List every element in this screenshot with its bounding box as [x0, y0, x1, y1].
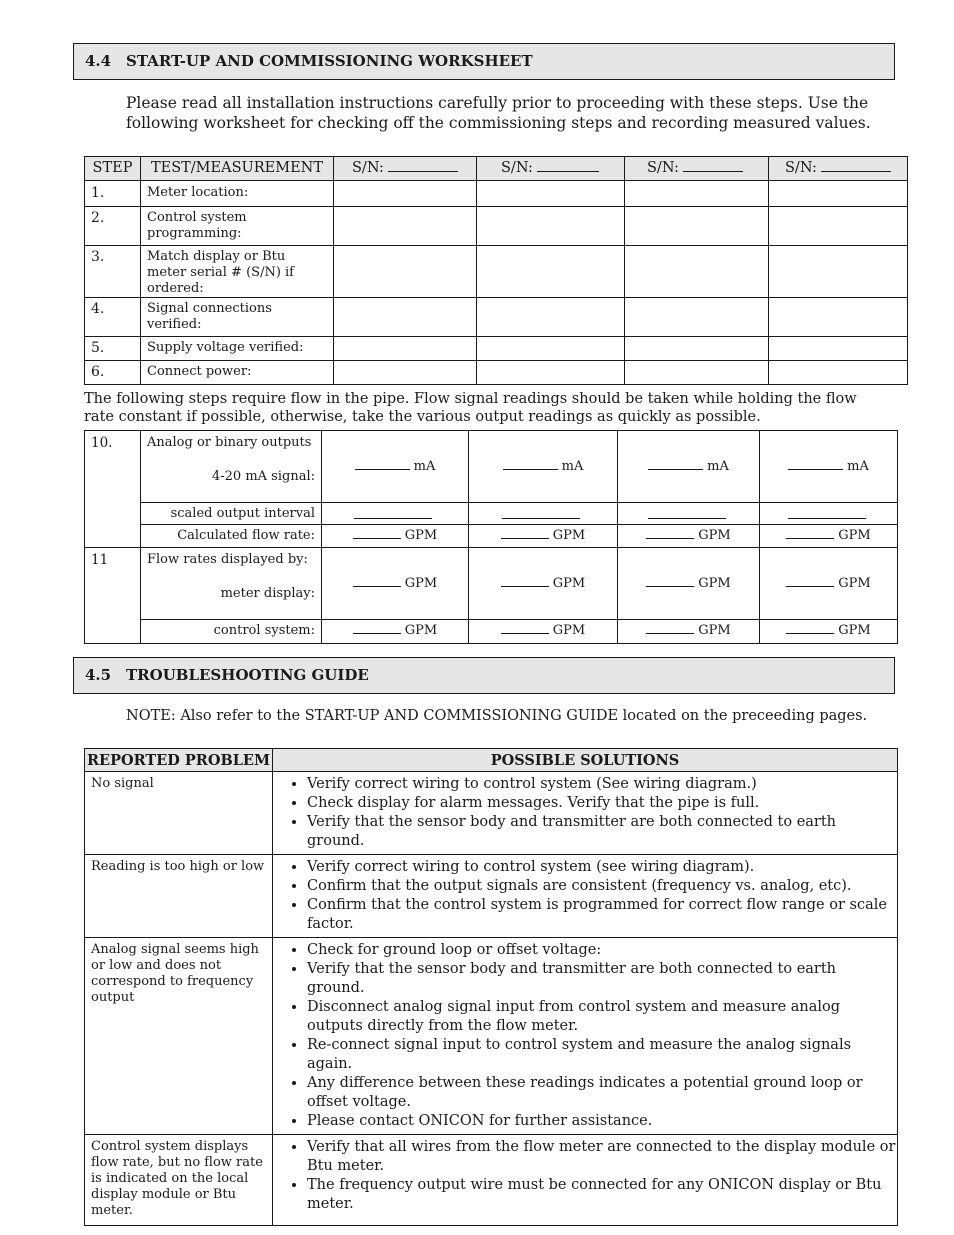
unit-label: GPM: [698, 528, 731, 543]
gpm-blank: [501, 537, 549, 539]
step-number: 2.: [85, 207, 141, 246]
gpm-blank: [786, 537, 834, 539]
sn-blank: [537, 170, 599, 172]
entry-cell[interactable]: [625, 337, 769, 361]
worksheet-row: [85, 361, 908, 385]
step-number: 10.: [85, 431, 141, 548]
section-title: TROUBLESHOOTING GUIDE: [126, 666, 369, 684]
scaled-blank: [502, 517, 580, 519]
solution-item: • Verify that the sensor body and transmitter are both connected to earth ground.: [307, 813, 897, 851]
solutions-list: [273, 775, 897, 851]
unit-label: GPM: [838, 528, 871, 543]
entry-cell[interactable]: [769, 181, 908, 207]
scaled-entry[interactable]: [618, 503, 760, 525]
gpm-blank: [646, 585, 694, 587]
sn-label: S/N:: [352, 160, 384, 176]
solution-item: • Confirm that the output signals are consistent (frequency vs. analog, etc).: [307, 877, 897, 896]
problem-cell: No signal: [85, 772, 273, 855]
gpm-entry[interactable]: [760, 525, 898, 548]
unit-label: GPM: [838, 576, 871, 591]
flow-note: The following steps require flow in the pipe. Flow signal readings should be taken while holding the flow rate constant if possible, otherwise, take the various output readings as quickly as possible.: [84, 391, 857, 425]
entry-cell[interactable]: [769, 246, 908, 298]
calculated-label: Calculated flow rate:: [141, 525, 322, 548]
gpm-blank: [501, 585, 549, 587]
unit-label: mA: [413, 459, 436, 474]
worksheet-row: [85, 298, 908, 337]
col-sn-4-header[interactable]: [769, 157, 908, 181]
worksheet-row: [85, 337, 908, 361]
scaled-entry[interactable]: [760, 503, 898, 525]
entry-cell[interactable]: [334, 337, 477, 361]
col-sn-3-header[interactable]: [625, 157, 769, 181]
col-sn-2-header[interactable]: [477, 157, 625, 181]
signal-label: 4-20 mA signal:: [212, 469, 315, 484]
signal-row: [85, 431, 898, 503]
scaled-label: scaled output interval: [141, 503, 322, 525]
entry-cell[interactable]: [625, 246, 769, 298]
gpm-entry[interactable]: [618, 525, 760, 548]
trouble-row: [85, 1135, 898, 1226]
gpm-entry[interactable]: [469, 548, 618, 620]
entry-cell[interactable]: [477, 361, 625, 385]
troubleshooting-table: [84, 748, 898, 1226]
step-title: Flow rates displayed by:: [147, 552, 308, 567]
entry-cell[interactable]: [477, 298, 625, 337]
entry-cell[interactable]: [477, 337, 625, 361]
col-sn-1-header[interactable]: [334, 157, 477, 181]
worksheet-row: [85, 207, 908, 246]
unit-label: GPM: [404, 576, 438, 591]
solution-item: • The frequency output wire must be connected for any ONICON display or Btu meter.: [307, 1176, 897, 1214]
solutions-list: [273, 1138, 897, 1214]
troubleshooting-header-row: [85, 749, 898, 772]
unit-label: GPM: [838, 623, 871, 638]
gpm-blank: [786, 632, 834, 634]
solutions-cell: [273, 772, 898, 855]
entry-cell[interactable]: [477, 207, 625, 246]
control-label: control system:: [141, 620, 322, 644]
scaled-row: [85, 503, 898, 525]
worksheet-intro: Please read all installation instructions carefully prior to proceeding with these steps. Use the following worksheet for checking off the commissioning steps and recording measured values.: [126, 94, 871, 132]
entry-cell[interactable]: [769, 361, 908, 385]
solutions-cell: [273, 938, 898, 1135]
troubleshooting-note: NOTE: Also refer to the START-UP AND COMMISSIONING GUIDE located on the preceeding pages.: [126, 708, 868, 724]
gpm-entry[interactable]: [469, 525, 618, 548]
gpm-entry[interactable]: [322, 548, 469, 620]
step-number: 1.: [85, 181, 141, 207]
unit-label: GPM: [404, 528, 438, 543]
entry-cell[interactable]: [477, 246, 625, 298]
gpm-blank: [646, 632, 694, 634]
unit-label: GPM: [698, 623, 731, 638]
control-system-row: [85, 620, 898, 644]
meter-label: meter display:: [220, 586, 315, 601]
solution-item: • Disconnect analog signal input from control system and measure analog outputs directly from the flow meter.: [307, 998, 897, 1036]
gpm-entry[interactable]: [469, 620, 618, 644]
entry-cell[interactable]: [334, 207, 477, 246]
ma-blank: [355, 468, 410, 470]
step-number: 4.: [85, 298, 141, 337]
scaled-entry[interactable]: [322, 503, 469, 525]
meter-label-cell: [141, 548, 322, 620]
unit-label: GPM: [552, 623, 586, 638]
section-4-4-header: [73, 43, 895, 80]
entry-cell[interactable]: [334, 361, 477, 385]
worksheet-row: [85, 246, 908, 298]
unit-label: GPM: [404, 623, 438, 638]
trouble-row: [85, 772, 898, 855]
col-step-header: STEP: [85, 157, 141, 181]
col-problem-header: REPORTED PROBLEM: [85, 749, 273, 772]
gpm-blank: [353, 537, 401, 539]
solution-item: • Verify correct wiring to control system (See wiring diagram.): [307, 775, 897, 794]
test-label: Meter location:: [141, 181, 334, 207]
step-number: 11: [85, 548, 141, 644]
solution-item: • Check display for alarm messages. Verify that the pipe is full.: [307, 794, 897, 813]
gpm-entry[interactable]: [322, 525, 469, 548]
worksheet-header-row: [85, 157, 908, 181]
ma-entry[interactable]: [760, 431, 898, 503]
entry-cell[interactable]: [477, 181, 625, 207]
solution-item: • Check for ground loop or offset voltage:: [307, 941, 897, 960]
solutions-cell: [273, 1135, 898, 1226]
section-number: 4.4: [85, 52, 112, 70]
entry-cell[interactable]: [625, 181, 769, 207]
test-label: Signal connections verified:: [141, 298, 334, 337]
unit-label: mA: [707, 459, 729, 474]
gpm-blank: [501, 632, 549, 634]
scaled-entry[interactable]: [469, 503, 618, 525]
entry-cell[interactable]: [625, 361, 769, 385]
section-title: START-UP AND COMMISSIONING WORKSHEET: [126, 52, 533, 70]
unit-label: GPM: [552, 528, 586, 543]
gpm-entry[interactable]: [760, 548, 898, 620]
entry-cell[interactable]: [769, 337, 908, 361]
solutions-cell: [273, 855, 898, 938]
trouble-row: [85, 855, 898, 938]
step-number: 6.: [85, 361, 141, 385]
gpm-blank: [353, 632, 401, 634]
entry-cell[interactable]: [769, 207, 908, 246]
problem-cell: Analog signal seems high or low and does not correspond to frequency output: [85, 938, 273, 1135]
entry-cell[interactable]: [625, 298, 769, 337]
test-label: Connect power:: [141, 361, 334, 385]
entry-cell[interactable]: [769, 298, 908, 337]
col-test-header: TEST/MEASUREMENT: [141, 157, 334, 181]
section-4-5-header: [73, 657, 895, 694]
step-title: Analog or binary outputs: [147, 435, 312, 450]
solution-item: • Verify that the sensor body and transmitter are both connected to earth ground.: [307, 960, 897, 998]
trouble-row: [85, 938, 898, 1135]
test-label: Supply voltage verified:: [141, 337, 334, 361]
sn-blank: [683, 170, 743, 172]
scaled-blank: [354, 517, 432, 519]
ma-blank: [648, 468, 703, 470]
problem-cell: Control system displays flow rate, but no flow rate is indicated on the local display module or Btu meter.: [85, 1135, 273, 1226]
ma-entry[interactable]: [618, 431, 760, 503]
gpm-blank: [353, 585, 401, 587]
unit-label: GPM: [552, 576, 586, 591]
signal-label-cell: [141, 431, 322, 503]
flow-readings-table: [84, 430, 898, 644]
sn-blank: [388, 170, 458, 172]
test-label: Match display or Btu meter serial # (S/N) if ordered:: [141, 246, 334, 298]
gpm-entry[interactable]: [322, 620, 469, 644]
sn-label: S/N:: [785, 160, 817, 176]
gpm-blank: [786, 585, 834, 587]
gpm-entry[interactable]: [618, 548, 760, 620]
sn-blank: [821, 170, 891, 172]
step-number: 3.: [85, 246, 141, 298]
ma-entry[interactable]: [469, 431, 618, 503]
solution-item: • Verify that all wires from the flow meter are connected to the display module or Btu meter.: [307, 1138, 897, 1176]
sn-label: S/N:: [647, 160, 679, 176]
commissioning-worksheet-table: [84, 156, 908, 385]
ma-blank: [788, 468, 843, 470]
meter-display-row: [85, 548, 898, 620]
solution-item: • Re-connect signal input to control system and measure the analog signals again.: [307, 1036, 897, 1074]
unit-label: mA: [847, 459, 869, 474]
step-number: 5.: [85, 337, 141, 361]
entry-cell[interactable]: [625, 207, 769, 246]
entry-cell[interactable]: [334, 246, 477, 298]
test-label: Control system programming:: [141, 207, 334, 246]
gpm-entry[interactable]: [618, 620, 760, 644]
problem-cell: Reading is too high or low: [85, 855, 273, 938]
entry-cell[interactable]: [334, 298, 477, 337]
solution-item: • Please contact ONICON for further assistance.: [307, 1112, 897, 1131]
solution-item: • Confirm that the control system is programmed for correct flow range or scale factor.: [307, 896, 897, 934]
solutions-list: [273, 941, 897, 1131]
scaled-blank: [648, 517, 726, 519]
worksheet-row: [85, 181, 908, 207]
unit-label: mA: [561, 459, 584, 474]
calculated-row: [85, 525, 898, 548]
solutions-list: [273, 858, 897, 934]
sn-label: S/N:: [501, 160, 533, 176]
col-solutions-header: POSSIBLE SOLUTIONS: [273, 749, 898, 772]
gpm-entry[interactable]: [760, 620, 898, 644]
unit-label: GPM: [698, 576, 731, 591]
ma-blank: [503, 468, 558, 470]
section-number: 4.5: [85, 666, 112, 684]
solution-item: • Verify correct wiring to control system (see wiring diagram).: [307, 858, 897, 877]
solution-item: • Any difference between these readings indicates a potential ground loop or offset voltage.: [307, 1074, 897, 1112]
scaled-blank: [788, 517, 866, 519]
ma-entry[interactable]: [322, 431, 469, 503]
entry-cell[interactable]: [334, 181, 477, 207]
gpm-blank: [646, 537, 694, 539]
